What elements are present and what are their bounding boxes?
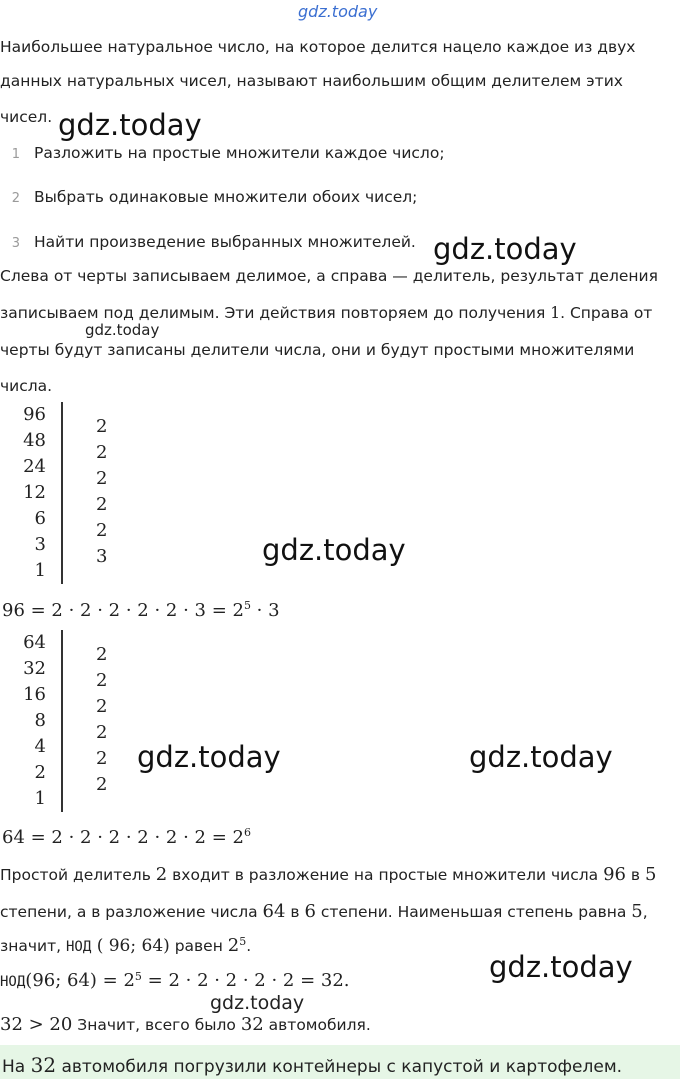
- divisor: 2: [96, 774, 108, 795]
- divisor: 2: [96, 468, 108, 489]
- factor64-dividends: [0, 630, 46, 812]
- number: 5: [644, 864, 657, 885]
- number: 2: [227, 935, 240, 956]
- intro-line-3: чисел.: [0, 108, 53, 126]
- text: в: [285, 903, 305, 921]
- watermark: gdz.today: [210, 992, 305, 1014]
- gcd-label: НОД: [66, 939, 92, 955]
- text: ,: [642, 903, 648, 921]
- step-number: 3: [11, 236, 20, 251]
- conclusion-line-2: [0, 902, 648, 922]
- divisor: 2: [96, 520, 108, 541]
- exponent: 5: [239, 934, 247, 948]
- step-number: 1: [11, 147, 20, 162]
- step-2: [0, 187, 417, 209]
- divider-line: [61, 402, 63, 584]
- number: 96: [603, 864, 626, 885]
- divisor: 2: [96, 442, 108, 463]
- watermark: gdz.today: [469, 740, 613, 774]
- factor96-dividends: [0, 402, 46, 584]
- divisor: 2: [96, 670, 108, 691]
- dividend: 8: [34, 710, 46, 731]
- divisor: 2: [96, 416, 108, 437]
- divisor: 2: [96, 494, 108, 515]
- step-3: [0, 232, 416, 254]
- text: Простой делитель: [0, 866, 156, 884]
- explain-text: записываем под делимым. Эти действия повторяем до получения: [0, 304, 551, 322]
- equation-text: 64 = 2 · 2 · 2 · 2 · 2 · 2 = 2: [2, 827, 244, 848]
- step-number: 2: [11, 191, 20, 206]
- dividend: 2: [34, 762, 46, 783]
- explain-line-1: Слева от черты записываем делимое, а справа — делитель, результат деления: [0, 267, 658, 285]
- equation-exponent: 6: [243, 826, 251, 839]
- watermark: gdz.today: [58, 108, 202, 142]
- text: На: [2, 1057, 31, 1077]
- answer-text: [2, 1053, 622, 1077]
- number: 6: [304, 901, 316, 922]
- dividend: 32: [23, 658, 46, 679]
- dividend: 1: [34, 788, 46, 809]
- dividend: 3: [34, 534, 46, 555]
- dividend: 6: [34, 508, 46, 529]
- exponent: 5: [134, 969, 142, 983]
- dividend: 64: [23, 632, 46, 653]
- text: входит в разложение на простые множители числа: [167, 866, 604, 884]
- dividend: 1: [34, 560, 46, 581]
- text: автомобиля погрузили контейнеры с капустой и картофелем.: [56, 1057, 623, 1077]
- factor96-equation: [2, 600, 280, 621]
- equation-text: 96 = 2 · 2 · 2 · 2 · 2 · 3 = 2: [2, 600, 244, 621]
- watermark: gdz.today: [262, 533, 406, 567]
- factor64-equation: [2, 827, 251, 848]
- number: 2: [155, 864, 168, 885]
- text: .: [246, 937, 252, 955]
- number: ( 96; 64): [91, 936, 170, 956]
- text: автомобиля.: [263, 1016, 371, 1034]
- dividend: 24: [23, 456, 46, 477]
- formula: (96; 64) = 2: [25, 970, 135, 991]
- equation-text: · 3: [250, 600, 280, 621]
- conclusion-line-3: [0, 936, 251, 957]
- number: 64: [262, 901, 286, 922]
- text: равен: [169, 937, 228, 955]
- watermark-top: gdz.today: [298, 2, 378, 21]
- number: 32: [30, 1053, 57, 1077]
- explain-number: 1: [550, 304, 561, 322]
- step-1: [0, 143, 445, 165]
- factor64-divisors: [96, 642, 107, 798]
- intro-line-1: Наибольшее натуральное число, на которое делится нацело каждое из двух: [0, 38, 636, 56]
- factor96-divisors: [96, 414, 107, 570]
- intro-line-2: данных натуральных чисел, называют наибольшим общим делителем этих: [0, 72, 623, 90]
- conclusion-line-4: [0, 971, 350, 992]
- dividend: 4: [34, 736, 46, 757]
- text: степени, а в разложение числа: [0, 903, 263, 921]
- divider-line: [61, 630, 63, 812]
- dividend: 48: [23, 430, 46, 451]
- text: Значит, всего было: [72, 1016, 241, 1034]
- conclusion-line-1: [0, 865, 656, 885]
- equation-exponent: 5: [243, 599, 251, 612]
- text: степени. Наименьшая степень равна: [315, 903, 632, 921]
- gcd-label: НОД: [0, 974, 26, 990]
- step-text: Выбрать одинаковые множители обоих чисел;: [34, 188, 418, 206]
- text: в: [625, 866, 645, 884]
- dividend: 16: [23, 684, 46, 705]
- explain-line-2: [0, 303, 652, 323]
- divisor: 2: [96, 722, 108, 743]
- step-text: Найти произведение выбранных множителей.: [34, 233, 416, 251]
- watermark: gdz.today: [489, 950, 633, 984]
- watermark: gdz.today: [137, 740, 281, 774]
- divisor: 2: [96, 644, 108, 665]
- explain-text: . Справа от: [560, 304, 653, 322]
- explain-line-3: черты будут записаны делители числа, они и будут простыми множителями: [0, 341, 635, 359]
- formula: = 2 · 2 · 2 · 2 · 2 = 32.: [141, 970, 350, 991]
- formula: 32 > 20: [0, 1014, 73, 1035]
- divisor: 2: [96, 696, 108, 717]
- divisor: 2: [96, 748, 108, 769]
- conclusion-line-5: [0, 1015, 371, 1035]
- text: значит,: [0, 937, 66, 955]
- number: 5: [631, 901, 643, 922]
- step-text: Разложить на простые множители каждое число;: [34, 144, 445, 162]
- dividend: 96: [23, 404, 46, 425]
- dividend: 12: [23, 482, 46, 503]
- explain-line-4: числа.: [0, 377, 53, 395]
- watermark: gdz.today: [433, 232, 577, 266]
- divisor: 3: [96, 546, 108, 567]
- watermark: gdz.today: [85, 321, 160, 339]
- number: 32: [240, 1014, 264, 1035]
